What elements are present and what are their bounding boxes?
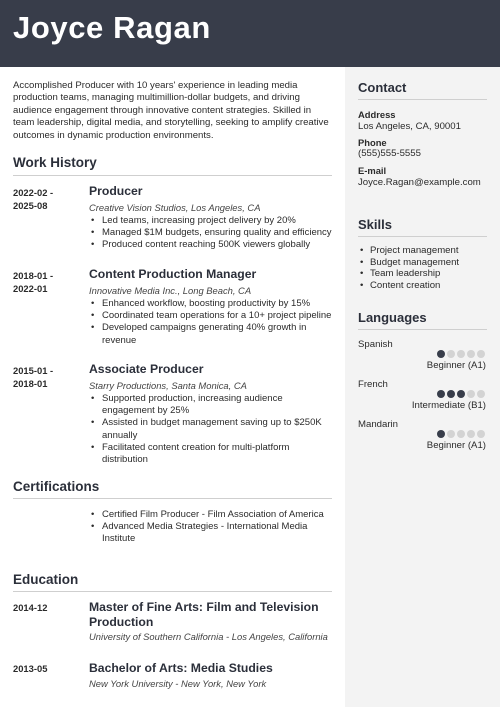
education-degree: Bachelor of Arts: Media Studies xyxy=(89,661,273,675)
bullet-icon: • xyxy=(360,256,364,268)
bullet-icon: • xyxy=(91,509,95,520)
language-rating xyxy=(437,390,489,399)
address-label: Address xyxy=(358,109,396,120)
rating-dot-icon xyxy=(467,350,475,358)
list-item: • Project management xyxy=(360,245,459,256)
language-level: Intermediate (B1) xyxy=(411,400,486,411)
bullet-icon: • xyxy=(91,239,95,251)
education-date: 2013-05 xyxy=(13,663,48,674)
education-school: New York University - New York, New York xyxy=(89,677,267,689)
bullet-icon: • xyxy=(91,298,95,309)
email-label: E-mail xyxy=(358,165,387,176)
job-dates: 2022-02 - 2025-08 xyxy=(13,187,54,211)
rating-dot-icon xyxy=(437,390,445,398)
education-divider xyxy=(13,591,332,592)
job-dates: 2018-01 - 2022-01 xyxy=(13,270,54,294)
contact-divider xyxy=(358,99,487,100)
job-company: Starry Productions, Santa Monica, CA xyxy=(89,380,247,391)
list-item: • Assisted in budget management saving up to $250K annually xyxy=(91,417,322,441)
rating-dot-icon xyxy=(457,350,465,358)
languages-divider xyxy=(358,329,487,330)
list-item: • Certified Film Producer - Film Association of America xyxy=(91,509,324,520)
contact-heading: Contact xyxy=(358,80,407,95)
language-name: Mandarin xyxy=(358,419,398,430)
language-level: Beginner (A1) xyxy=(426,360,486,371)
bullet-icon: • xyxy=(91,441,95,453)
education-school: University of Southern California - Los Angeles, California xyxy=(89,631,328,642)
job-bullets xyxy=(89,215,337,252)
list-item: • Coordinated team operations for a 10+ project pipeline xyxy=(91,310,332,322)
rating-dot-icon xyxy=(437,430,445,438)
language-name: Spanish xyxy=(358,339,393,350)
job-bullets xyxy=(89,393,337,466)
list-item: • Supported production, increasing audience engagement by 25% xyxy=(91,393,283,417)
languages-heading: Languages xyxy=(358,310,427,325)
list-item: • Facilitated content creation for multi-platform distribution xyxy=(91,441,290,466)
email-value: Joyce.Ragan@example.com xyxy=(358,177,481,188)
education-date: 2014-12 xyxy=(13,602,48,613)
job-title: Associate Producer xyxy=(89,362,204,376)
list-item: • Budget management xyxy=(360,256,460,268)
language-rating xyxy=(437,430,489,439)
bullet-icon: • xyxy=(91,322,95,334)
rating-dot-icon xyxy=(437,350,445,358)
rating-dot-icon xyxy=(457,430,465,438)
job-title: Content Production Manager xyxy=(89,267,257,281)
skills-list xyxy=(358,245,488,291)
list-item: • Content creation xyxy=(360,279,441,291)
list-item: • Led teams, increasing project delivery by 20% xyxy=(91,215,296,226)
list-item: • Team leadership xyxy=(360,268,441,280)
candidate-name: Joyce Ragan xyxy=(13,10,211,45)
rating-dot-icon xyxy=(477,350,485,358)
rating-dot-icon xyxy=(477,430,485,438)
phone-label: Phone xyxy=(358,137,387,148)
list-item: • Developed campaigns generating 40% growth in revenue xyxy=(91,322,307,346)
job-company: Innovative Media Inc., Long Beach, CA xyxy=(89,285,252,296)
education-degree: Master of Fine Arts: Film and Television Production xyxy=(89,600,319,629)
bullet-icon: • xyxy=(91,227,95,239)
rating-dot-icon xyxy=(447,350,455,358)
list-item: • Enhanced workflow, boosting productivity by 15% xyxy=(91,298,311,309)
bullet-icon: • xyxy=(91,310,95,322)
rating-dot-icon xyxy=(447,430,455,438)
list-item: • Managed $1M budgets, ensuring quality and efficiency xyxy=(91,227,332,239)
rating-dot-icon xyxy=(467,430,475,438)
job-bullets xyxy=(89,298,337,347)
job-dates: 2015-01 - 2018-01 xyxy=(13,365,54,389)
certifications-divider xyxy=(13,498,332,499)
bullet-icon: • xyxy=(91,215,95,226)
skills-divider xyxy=(358,236,487,237)
bullet-icon: • xyxy=(360,268,364,280)
work-history-heading: Work History xyxy=(13,155,97,170)
language-level: Beginner (A1) xyxy=(426,440,486,451)
skills-heading: Skills xyxy=(358,217,392,232)
bullet-icon: • xyxy=(360,245,364,256)
bullet-icon: • xyxy=(360,279,364,291)
bullet-icon: • xyxy=(91,417,95,429)
certifications-list xyxy=(89,509,339,546)
rating-dot-icon xyxy=(467,390,475,398)
rating-dot-icon xyxy=(447,390,455,398)
list-item: • Advanced Media Strategies - International Media Institute xyxy=(91,521,308,545)
rating-dot-icon xyxy=(457,390,465,398)
bullet-icon: • xyxy=(91,521,95,533)
work-history-divider xyxy=(13,175,332,176)
list-item: • Produced content reaching 500K viewers globally xyxy=(91,239,311,251)
address-value: Los Angeles, CA, 90001 xyxy=(358,121,461,132)
language-name: French xyxy=(358,379,388,390)
education-heading: Education xyxy=(13,572,79,587)
phone-value: (555)555-5555 xyxy=(358,148,421,159)
professional-summary: Accomplished Producer with 10 years' experience in leading media production teams, managing multimillion-dollar budgets, and driving audience engagement through innovative content strategies. Skilled in team leadership, digital media, and storytelling, seeking to amplify creative outcomes in dynamic production environments. xyxy=(13,80,329,141)
language-rating xyxy=(437,350,489,359)
resume-header xyxy=(0,0,500,67)
bullet-icon: • xyxy=(91,393,95,404)
certifications-heading: Certifications xyxy=(13,479,100,494)
job-title: Producer xyxy=(89,184,143,198)
job-company: Creative Vision Studios, Los Angeles, CA xyxy=(89,202,261,213)
rating-dot-icon xyxy=(477,390,485,398)
